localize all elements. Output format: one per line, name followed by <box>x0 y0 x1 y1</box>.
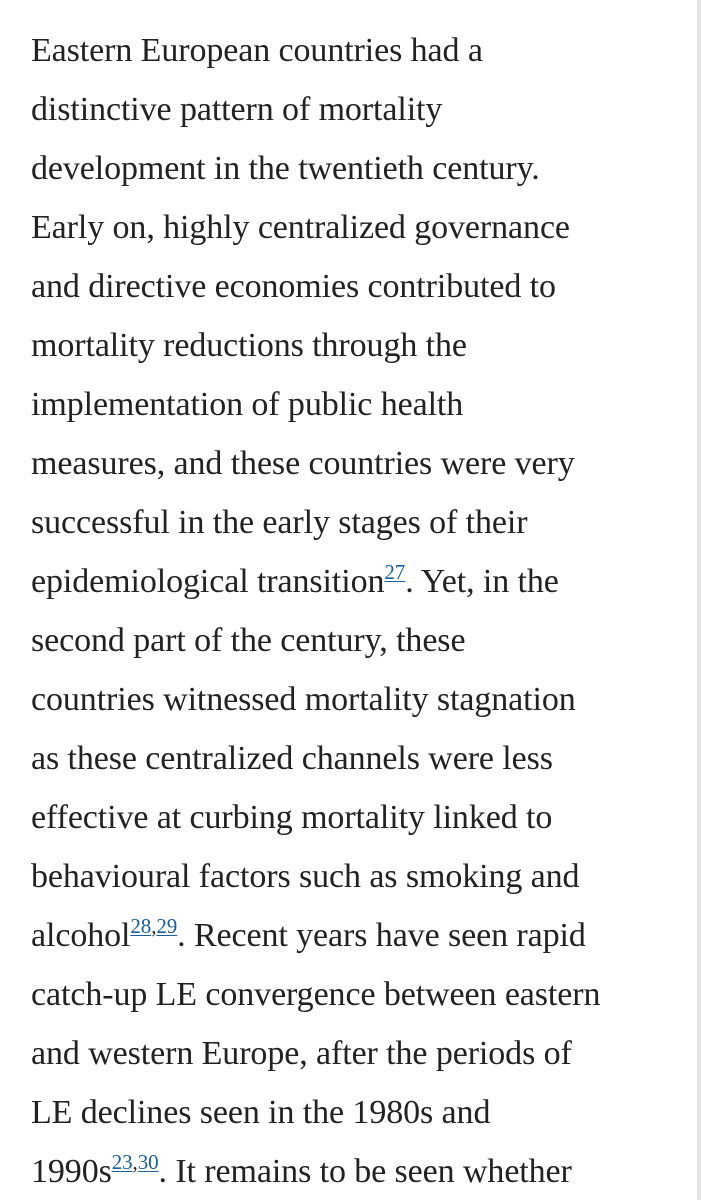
citation-link-29[interactable]: 29 <box>156 914 178 938</box>
text-line: distinctive pattern of mortality <box>31 91 443 128</box>
text-line: implementation of public health <box>31 386 464 423</box>
text-line: behavioural factors such as smoking and <box>31 858 580 895</box>
text-line: and western Europe, after the periods of <box>31 1035 572 1072</box>
citation-link-23[interactable]: 23 <box>111 1150 133 1174</box>
citation-link-30[interactable]: 30 <box>137 1150 159 1174</box>
text-line <box>31 906 691 965</box>
text-line: effective at curbing mortality linked to <box>31 799 553 836</box>
text-line <box>31 1142 691 1200</box>
text-line: as these centralized channels were less <box>31 740 553 777</box>
text-line: successful in the early stages of their <box>31 504 528 541</box>
text-line: and directive economies contributed to <box>31 268 556 305</box>
citation-separator: , <box>151 914 157 938</box>
citation-separator: , <box>132 1150 138 1174</box>
article-paragraph <box>31 21 691 1200</box>
text-segment: . Yet, in the <box>405 563 559 600</box>
citation-link-27[interactable]: 27 <box>384 560 406 584</box>
text-line: measures, and these countries were very <box>31 445 575 482</box>
citation-link-28[interactable]: 28 <box>130 914 152 938</box>
text-segment: 1990s <box>31 1153 112 1190</box>
scrollbar-track[interactable] <box>697 0 701 1200</box>
text-line: catch-up LE convergence between eastern <box>31 976 601 1013</box>
text-segment: epidemiological transition <box>31 563 385 600</box>
text-segment: . Recent years have seen rapid <box>177 917 586 954</box>
text-segment: . It remains to be seen whether <box>158 1153 572 1190</box>
text-line: mortality reductions through the <box>31 327 467 364</box>
text-line: Early on, highly centralized governance <box>31 209 570 246</box>
text-line: second part of the century, these <box>31 622 466 659</box>
text-line: development in the twentieth century. <box>31 150 540 187</box>
text-line <box>31 552 691 611</box>
text-line: LE declines seen in the 1980s and <box>31 1094 491 1131</box>
text-line: Eastern European countries had a <box>31 32 483 69</box>
text-segment: alcohol <box>31 917 131 954</box>
text-line: countries witnessed mortality stagnation <box>31 681 576 718</box>
